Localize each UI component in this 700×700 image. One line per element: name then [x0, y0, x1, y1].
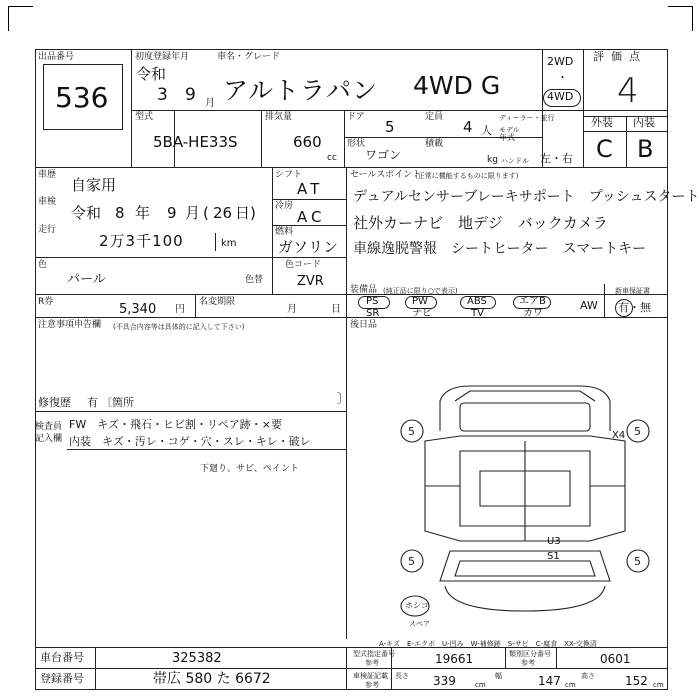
handle-value: 左・右: [540, 152, 573, 165]
inspection-day-open: (: [203, 204, 209, 222]
mileage-label: 走行: [38, 225, 57, 235]
model-value: 5BA-HE33S: [153, 133, 238, 151]
drive-dot: ・: [557, 71, 568, 84]
inspection-month-unit: 月: [185, 204, 201, 222]
shape-label: 形状: [347, 139, 366, 149]
chassis-value: 325382: [172, 651, 222, 666]
score-value: 4: [617, 71, 639, 111]
registration-month-unit: 月: [205, 98, 215, 109]
registration-label: 初度登録年月: [135, 52, 190, 62]
warranty-circle: [615, 299, 633, 317]
repair-value: 有: [87, 396, 98, 409]
recycle-value: 5,340: [119, 302, 157, 317]
recycle-deadline-label: 名変期限: [199, 297, 236, 307]
mileage-value: 2万3千100: [99, 232, 184, 250]
fuel-label: 燃料: [275, 227, 294, 237]
tire-rr-value: 5: [634, 555, 641, 568]
type-spec-label-2: 参考: [365, 659, 379, 667]
history-value: 自家用: [71, 176, 117, 194]
warranty-value: 有・無: [618, 301, 651, 314]
model-year-label-2: 年式: [499, 133, 515, 142]
equip-airbag: エアB: [519, 296, 546, 307]
equip-ps: PS: [366, 296, 379, 307]
dims-label-1: 車検証記載: [353, 672, 388, 680]
color-label: 色: [38, 260, 48, 270]
doors-value: 5: [385, 118, 395, 136]
equip-tv: TV: [471, 308, 484, 319]
inspection-year-unit: 年: [135, 204, 151, 222]
spare-tire-mark: ホシゴ: [405, 601, 429, 610]
model-year-label-1: モデル: [499, 126, 520, 134]
vehicle-name: アルトラパン: [223, 76, 379, 105]
check-label-2: 記入欄: [35, 434, 63, 444]
recycle-deadline-day: 日: [331, 304, 341, 315]
model-label: 型式: [135, 112, 154, 122]
check-label-1: 検査員: [35, 422, 63, 432]
inspection-era: 令和: [71, 204, 102, 222]
color-value: パール: [67, 272, 106, 287]
equip-leather: カワ: [523, 308, 543, 319]
equip-abs: ABS: [467, 296, 487, 307]
dims-height-label: 高さ: [581, 672, 595, 680]
spare-tire-label: スペア: [409, 620, 430, 628]
lot-number: 536: [55, 81, 109, 114]
repair-bracket-close: 〕: [337, 392, 351, 407]
inspection-year: 8: [115, 204, 125, 222]
dims-width-unit: cm: [565, 681, 576, 689]
color-code-label: 色コード: [285, 260, 322, 270]
equip-sr: SR: [366, 308, 380, 319]
displacement-unit: cc: [327, 153, 337, 163]
dims-width: 147: [538, 674, 561, 688]
car-damage-diagram: [400, 381, 650, 621]
notes-sub: (不具合内容等は具体的に記入して下さい): [113, 323, 245, 331]
vehicle-grade: 4WD G: [413, 71, 501, 100]
mileage-unit: km: [221, 238, 237, 249]
dims-height: 152: [625, 674, 648, 688]
sales-point-line-1: デュアルセンサーブレーキサポート プッシュスタート: [353, 189, 700, 205]
class-spec-label-1: 類別区分番号: [509, 650, 551, 658]
chassis-label: 車台番号: [40, 651, 84, 664]
damage-mark-x4: X4: [612, 430, 626, 441]
class-spec-value: 0601: [600, 652, 631, 666]
equip-pw: PW: [412, 296, 428, 307]
fuel-value: ガソリン: [278, 238, 339, 256]
type-spec-label-1: 型式指定番号: [353, 650, 395, 658]
sales-point-line-3: 車線逸脱警報 シートヒーター スマートキー: [353, 241, 647, 257]
repair-bracket: 〔箇所: [101, 396, 134, 409]
auction-sheet: [35, 49, 700, 690]
handwritten-note: 下廻り、サビ、ペイント: [200, 464, 299, 474]
shift-label: シフト: [275, 170, 303, 180]
equipment-note: (純正品に限り○で表示): [383, 287, 458, 295]
dims-label-2: 参考: [365, 681, 379, 689]
aircon-value: AC: [297, 208, 326, 226]
color-code-value: ZVR: [297, 274, 324, 289]
drive-2wd: 2WD: [547, 55, 574, 68]
inspection-month: 9: [167, 204, 177, 222]
history-label: 車歴: [38, 170, 57, 180]
sales-point-line-2: 社外カーナビ 地デジ バックカメラ: [353, 214, 608, 232]
registration-year: 3: [157, 85, 168, 105]
repair-label: 修復歴: [38, 396, 71, 409]
plate-label: 登録番号: [40, 672, 84, 685]
tire-rl-value: 5: [408, 555, 415, 568]
dims-length-label: 長さ: [395, 672, 409, 680]
dims-height-unit: cm: [653, 681, 664, 689]
damage-mark-s1: S1: [547, 551, 560, 562]
shape-value: ワゴン: [365, 148, 402, 162]
interior-value: B: [637, 135, 654, 163]
dims-length-unit: cm: [475, 681, 486, 689]
doors-label: ドア: [347, 112, 365, 122]
vehicle-name-label: 車名・グレード: [217, 52, 281, 62]
damage-mark-u3: U3: [547, 536, 561, 547]
inspection-day: 26: [213, 204, 233, 222]
class-spec-label-2: 参考: [521, 659, 535, 667]
plate-value: 帯広 580 た 6672: [153, 671, 271, 687]
recycle-deadline-month: 月: [287, 304, 297, 315]
color-change-label: 色替: [245, 275, 264, 285]
inspection-day-unit: 日): [235, 204, 256, 222]
dealer-label: ディーラー・並行: [499, 114, 555, 122]
displacement-value: 660: [293, 133, 322, 151]
displacement-label: 排気量: [265, 112, 293, 122]
lot-label: 出品番号: [38, 52, 75, 62]
sales-points-label: セールスポイント: [350, 170, 422, 180]
interior-label: 内装: [633, 116, 655, 129]
damage-legend: A-キズ E-エクボ U-凹み W-補修跡 S-サビ C-腐食 XX-交換済: [379, 640, 597, 648]
exterior-label: 外装: [591, 116, 613, 129]
notes-label: 注意事項申告欄: [38, 320, 102, 330]
dims-width-label: 幅: [495, 672, 502, 680]
check-row-1: FW キズ・飛石・ヒビ割・リペア跡・×要: [69, 418, 282, 431]
tire-fr-value: 5: [634, 425, 641, 438]
check-row-2: 内装 キズ・汚レ・コゲ・穴・スレ・キレ・破レ: [69, 435, 311, 448]
inspection-label: 車検: [38, 197, 57, 207]
recycle-label: R券: [38, 297, 54, 307]
registration-month: 9: [185, 85, 196, 105]
tire-fl-value: 5: [408, 425, 415, 438]
type-spec-value: 19661: [435, 652, 474, 666]
sales-points-note: (正常に機能するものに限ります): [415, 172, 519, 180]
score-label: 評価点: [593, 50, 647, 63]
capacity-unit: 人: [481, 124, 492, 137]
load-label: 積載: [425, 139, 444, 149]
drive-4wd: 4WD: [547, 90, 574, 103]
capacity-value: 4: [463, 118, 473, 136]
equip-aw: AW: [580, 299, 598, 312]
rear-items-label: 後日品: [350, 320, 378, 330]
load-unit: kg: [487, 155, 498, 165]
dims-length: 339: [433, 674, 456, 688]
capacity-label: 定員: [425, 112, 444, 122]
recycle-unit: 円: [175, 304, 185, 315]
handle-label: ハンドル: [501, 157, 529, 165]
crop-mark-top-right: [668, 6, 693, 31]
registration-era: 令和: [136, 65, 167, 83]
exterior-value: C: [596, 135, 613, 163]
equip-navi: ナビ: [412, 308, 432, 319]
equipment-label: 装備品: [350, 285, 378, 295]
warranty-label: 新車保証書: [615, 287, 650, 295]
crop-mark-top-left: [8, 6, 33, 31]
aircon-label: 冷房: [275, 201, 294, 211]
shift-value: AT: [297, 180, 324, 198]
